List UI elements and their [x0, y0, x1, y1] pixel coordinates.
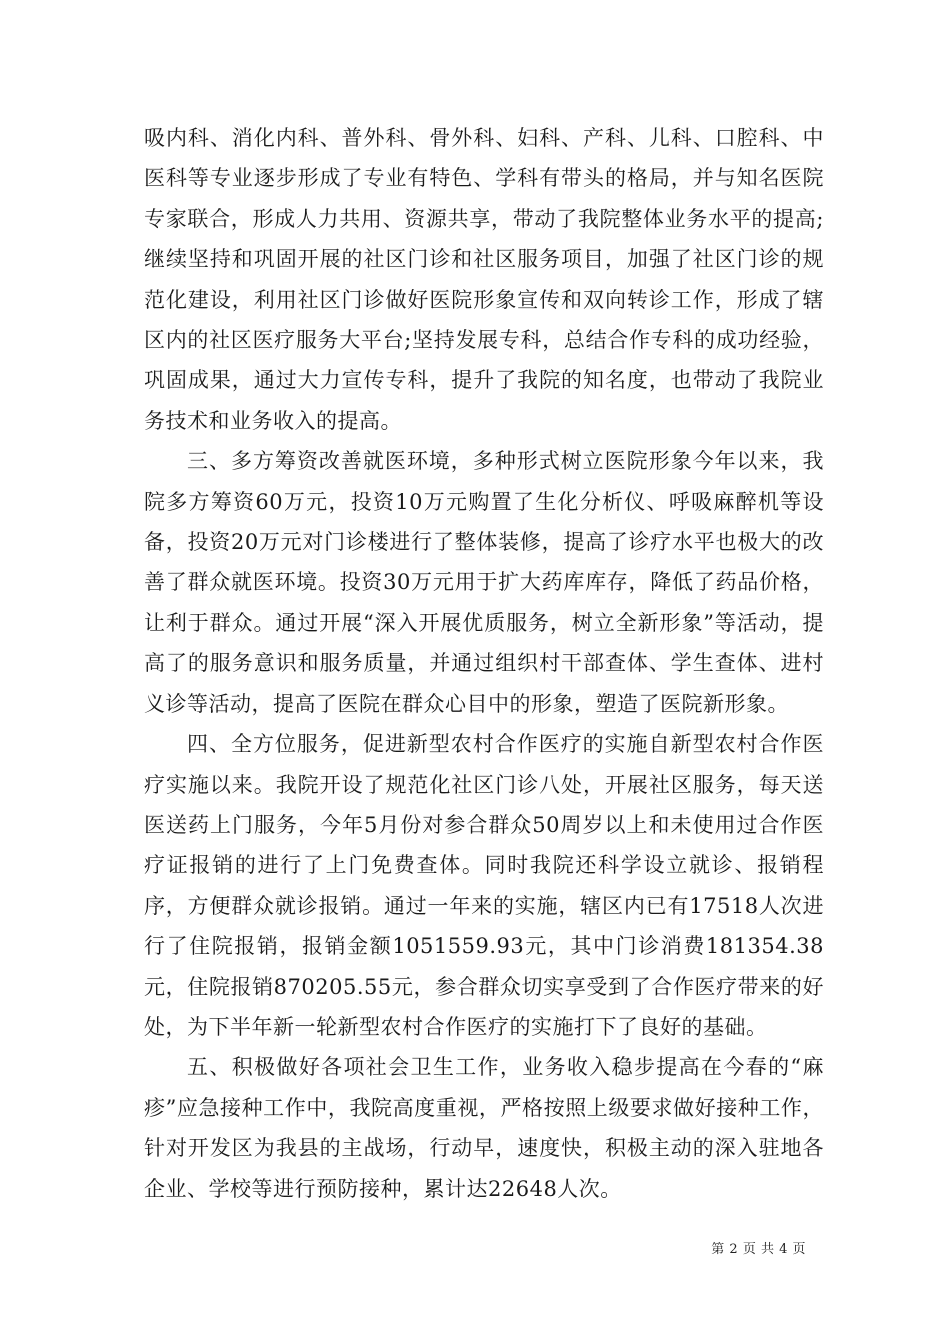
- page-number-footer: 第 2 页 共 4 页: [711, 1242, 806, 1257]
- paragraph-section-five: 五、积极做好各项社会卫生工作，业务收入稳步提高在今春的“麻疹”应急接种工作中，我院高度重视，严格按照上级要求做好接种工作，针对开发区为我县的主战场，行动早，速度快，积极主动的深入驻地各企业、学校等进行预防接种，累计达22648人次。: [144, 1055, 824, 1201]
- paragraph-section-three: 三、多方筹资改善就医环境，多种形式树立医院形象今年以来，我院多方筹资60万元，投资10万元购置了生化分析仪、呼吸麻醉机等设备，投资20万元对门诊楼进行了整体装修，提高了诊疗水平也极大的改善了群众就医环境。投资30万元用于扩大药库库存，降低了药品价格，让利于群众。通过开展“深入开展优质服务，树立全新形象”等活动，提高了的服务意识和服务质量，并通过组织村干部查体、学生查体、进村义诊等活动，提高了医院在群众心目中的形象，塑造了医院新形象。: [144, 449, 824, 716]
- document-body: [144, 118, 824, 1209]
- paragraph-section-four: 四、全方位服务，促进新型农村合作医疗的实施自新型农村合作医疗实施以来。我院开设了规范化社区门诊八处，开展社区服务，每天送医送药上门服务，今年5月份对参合群众50周岁以上和未使用过合作医疗证报销的进行了上门免费查体。同时我院还科学设立就诊、报销程序，方便群众就诊报销。通过一年来的实施，辖区内已有17518人次进行了住院报销，报销金额1051559.93元，其中门诊消费181354.38元，住院报销870205.55元，参合群众切实享受到了合作医疗带来的好处，为下半年新一轮新型农村合作医疗的实施打下了良好的基础。: [144, 732, 824, 1039]
- paragraph-continuation: 吸内科、消化内科、普外科、骨外科、妇科、产科、儿科、口腔科、中医科等专业逐步形成了专业有特色、学科有带头的格局，并与知名医院专家联合，形成人力共用、资源共享，带动了我院整体业务水平的提高;继续坚持和巩固开展的社区门诊和社区服务项目，加强了社区门诊的规范化建设，利用社区门诊做好医院形象宣传和双向转诊工作，形成了辖区内的社区医疗服务大平台;坚持发展专科，总结合作专科的成功经验，巩固成果，通过大力宣传专科，提升了我院的知名度，也带动了我院业务技术和业务收入的提高。: [144, 126, 824, 433]
